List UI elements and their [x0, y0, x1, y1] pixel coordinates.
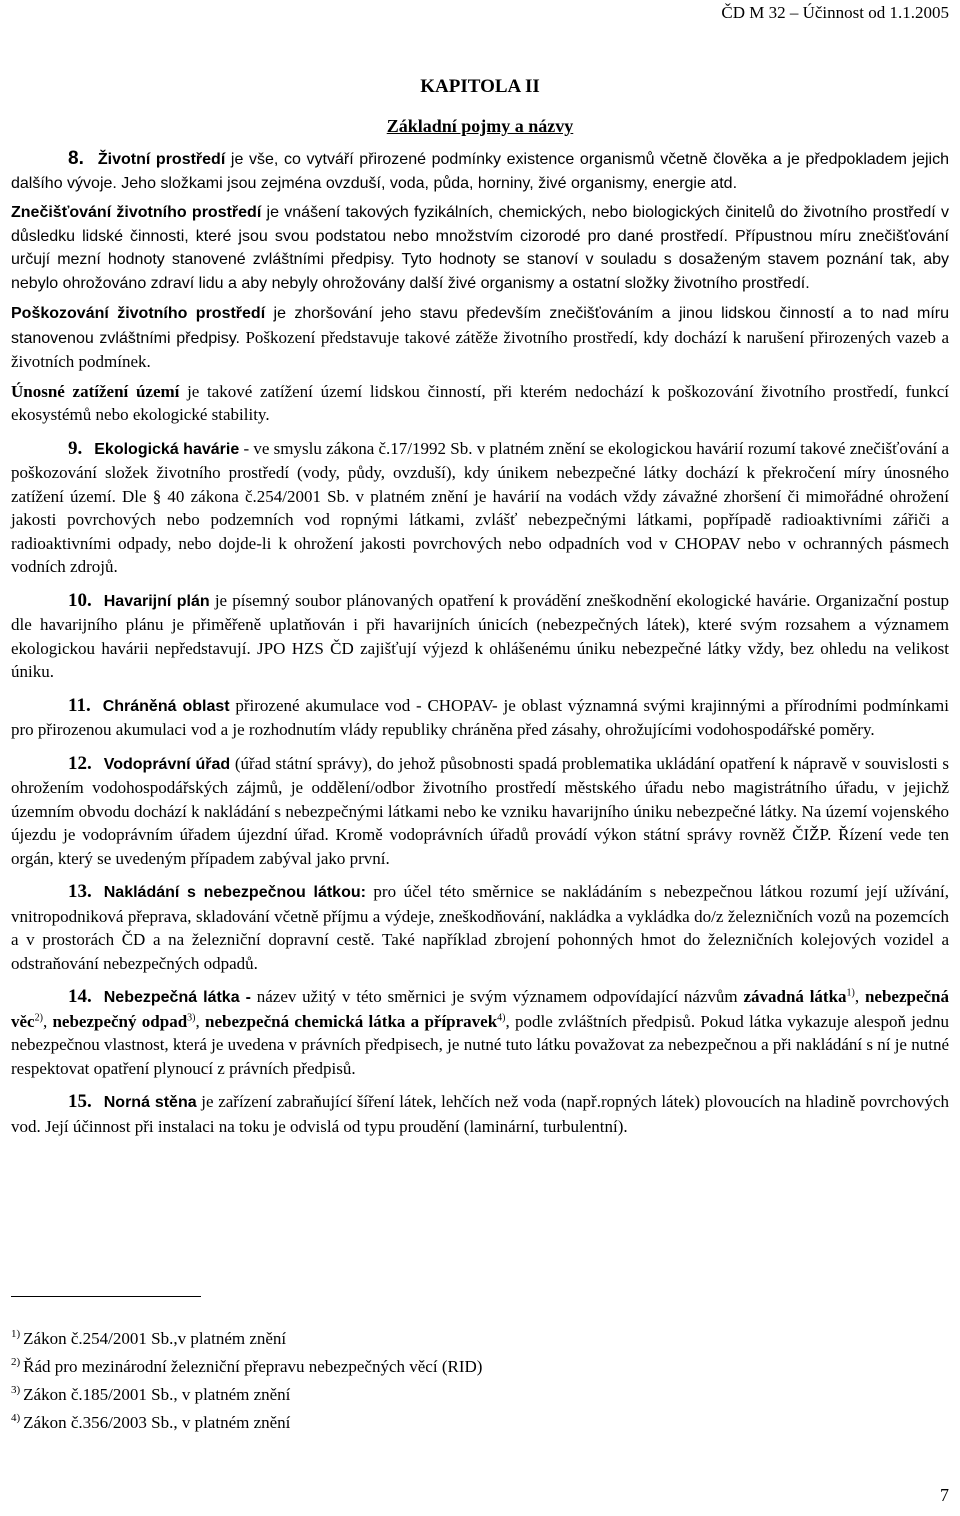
section-10 [11, 589, 949, 684]
term-nebezpecna-chemicka-latka: nebezpečná chemická látka a přípravek [205, 1011, 498, 1031]
footnote-2 [11, 1353, 482, 1381]
section-8-para-1 [11, 147, 949, 195]
term-unosne-zatizeni: Únosné zatížení území [11, 381, 180, 401]
section-number: 10. [68, 589, 92, 611]
term-norna-stena: Norná stěna [103, 1094, 197, 1111]
page-number: 7 [940, 1485, 949, 1505]
chapter-title: KAPITOLA II [420, 76, 540, 97]
footnote-4 [11, 1409, 482, 1437]
term-havarijni-plan: Havarijní plán [103, 592, 210, 610]
section-8-para-2 [11, 201, 949, 295]
footnotes [11, 1325, 482, 1437]
section-number: 9. [68, 437, 83, 459]
footnote-ref-2: 2) [34, 1011, 43, 1023]
term-nakladani: Nakládání s nebezpečnou látkou: [103, 884, 366, 901]
section-12 [11, 752, 949, 871]
footnote-text: Zákon č.185/2001 Sb., v platném znění [23, 1385, 291, 1404]
running-header: ČD M 32 – Účinnost od 1.1.2005 [721, 3, 949, 22]
section-12-text: (úřad státní správy), do jehož působnosti spadá problematika ukládání opatření k nápravě v souvislosti s ohrožením vodohospodářských zájmů, je oddělení/odbor životního prostředí městského úřadu nebo magistrátního úřadu, v jejichž územním obvodu dochází k nakládání s nebezpečnými látkami nebo ke vzniku havarijního úniku nebezpečné látky. Na území vojenského újezdu je vodoprávním úřadem újezdní úřad. Kromě vodoprávních úřadů provádí výkon státní správy rovněž ČIŽP. Řízení vede ten orgán, který se uvedeným případem zabýval jako první. [11, 753, 949, 868]
footnote-mark: 1) [11, 1328, 21, 1341]
section-15-text: je zařízení zabraňující šíření látek, lehčích než voda (např.ropných látek) plovoucích na hladině povrchových vod. Její účinnost při instalaci na toku je odvislá od typu proudění (laminární, turbulentní). [11, 1092, 949, 1136]
section-8-para-3 [11, 301, 949, 374]
footnote-text: Zákon č.356/2003 Sb., v platném znění [23, 1413, 291, 1432]
section-11-text: přirozené akumulace vod - CHOPAV- je oblast významná svými krajinnými a přírodními podmínkami pro přirozenou akumulaci vod a je rozhodnutím vlády republiky chráněna před zásahy, ohrožujícími vodohospodářské poměry. [11, 695, 949, 739]
section-number: 13. [68, 881, 92, 902]
section-number: 8. [68, 148, 84, 169]
footnote-mark: 4) [11, 1412, 21, 1425]
section-14 [11, 985, 949, 1080]
section-14-text-b: , podle zvláštních předpisů. Pokud látka vykazuje alespoň jednu nebezpečnou vlastnost, která je uvedena v právních předpisech, je nutné tuto látku považovat za nebezpečnou a při nakládání s ní je nutné respektovat opatření plynoucí z právních předpisů. [11, 1011, 949, 1078]
footnote-ref-4: 4) [497, 1011, 506, 1023]
term-znecistovani: Znečišťování životního prostředí [11, 204, 262, 221]
footnote-divider [11, 1296, 201, 1297]
term-nebezpecna-latka: Nebezpečná látka - [103, 989, 251, 1006]
body-text [11, 147, 949, 1144]
section-8-text-4: je takové zatížení území lidskou činností, při kterém nedochází k poškozování životního prostředí, funkcí ekosystémů nebo ekologické stability. [11, 381, 949, 424]
section-8-text-1: je vše, co vytváří přirozené podmínky existence organismů včetně člověka a je předpokladem jejich dalšího vývoje. Jeho složkami jsou zejména ovzduší, voda, půda, horniny, živé organismy, energie atd. [11, 151, 949, 192]
term-poskozovani: Poškozování životního prostředí [11, 305, 266, 322]
term-nebezpecna-vec: nebezpečná věc [11, 987, 949, 1031]
footnote-ref-3: 3) [187, 1011, 196, 1023]
footnote-1 [11, 1325, 482, 1353]
section-13 [11, 880, 949, 975]
footnote-ref-1: 1) [846, 987, 855, 999]
term-nebezpecny-odpad: nebezpečný odpad [52, 1011, 188, 1031]
separator: , [42, 1011, 53, 1031]
term-chranena-oblast: Chráněná oblast [102, 697, 230, 715]
section-8-text-2b: Tyto hodnoty se stanoví v souladu s dosaženým stavem poznání tak, aby nebylo ohrožováno zdraví lidu a aby nebyly ohrožovány další živé organismy a ostatní složky životního prostředí. [11, 251, 950, 292]
section-8-text-3b: Poškození představuje takové zátěže životního prostředí, kdy dochází k narušení přirozených vazeb a životních podmínek. [11, 327, 950, 371]
section-15 [11, 1090, 949, 1138]
section-8-text-2: je vnášení takových fyzikálních, chemických, nebo biologických činitelů do životního prostředí v důsledku lidské činnosti, které jsou svou podstatou nebo množstvím cizorodé pro dané prostředí. Přípustnou míru znečišťování určují mezní hodnoty stanovené zvláštními předpisy. [11, 204, 949, 268]
section-subtitle: Základní pojmy a názvy [386, 116, 574, 136]
separator: , [195, 1011, 206, 1031]
section-11 [11, 694, 949, 742]
term-vodopravni-urad: Vodoprávní úřad [103, 755, 231, 773]
section-number: 12. [68, 752, 92, 774]
section-8-text-3: je zhoršování jeho stavu především znečišťováním a jinou lidskou činností a to nad míru stanovenou zvláštními předpisy. [11, 305, 950, 347]
section-9 [11, 437, 949, 579]
section-9-text: - ve smyslu zákona č.17/1992 Sb. v platném znění se ekologickou havárií rozumí takové znečišťování a poškozování složek životního prostředí (vody, půdy, ovzduší), kdy únikem nebezpečné látky dochází k překročení míry únosného zatížení území. Dle § 40 zákona č.254/2001 Sb. v platném znění je havárií na vodách vždy závažné zhoršení či mimořádné ohrožení jakosti povrchových nebo podzemních vod ropnými látkami, zvlášť nebezpečnými látkami, popřípadě radioaktivními zářiči a radioaktivními odpady, nebo dojde-li k ohrožení jakosti povrchových nebo odpadních vod v CHOPAV nebo v ochranných pásmech vodních zdrojů. [11, 438, 949, 576]
section-14-text-a: název užitý v této směrnici je svým významem odpovídající názvům [250, 987, 744, 1006]
section-number: 11. [68, 694, 91, 716]
section-10-text: je písemný soubor plánovaných opatření k provádění zneškodnění ekologické havárie. Organizační postup dle havarijního plánu je přiměřeně uplatňován i při havarijních únicích (nebezpečných látek), které svým rozsahem a významem ekologickou havárii nepředstavují. JPO HZS ČD zajišťují výjezd k ohlášenému úniku nebezpečné látky vždy, bez ohledu na velikost úniku. [11, 590, 950, 681]
term-zavadna-latka: závadná látka [743, 987, 847, 1006]
separator: , [854, 987, 865, 1006]
footnote-text: Zákon č.254/2001 Sb.,v platném znění [23, 1329, 287, 1348]
section-13-text: pro účel této směrnice se nakládáním s nebezpečnou látkou rozumí její užívání, vnitropodniková přeprava, skladování včetně příjmu a výdeje, zneškodňování, nakládka a vykládka do/z železničních vozů na pozemcích a v prostorách ČD a na železniční dopravní cestě. Také například zbrojení pohonných hmot do železničních kolejových vozidel a odstraňování nebezpečných odpadů. [11, 882, 949, 973]
term-ekologicka-havarie: Ekologická havárie [94, 440, 240, 458]
section-number: 15. [68, 1091, 92, 1112]
footnote-text: Řád pro mezinárodní železniční přepravu nebezpečných věcí (RID) [23, 1357, 483, 1376]
footnote-3 [11, 1381, 482, 1409]
term-zivotni-prostredi: Životní prostředí [97, 151, 226, 168]
footnote-mark: 3) [11, 1384, 21, 1397]
footnote-mark: 2) [11, 1356, 21, 1369]
section-8-para-4 [11, 380, 949, 427]
section-number: 14. [68, 986, 92, 1007]
